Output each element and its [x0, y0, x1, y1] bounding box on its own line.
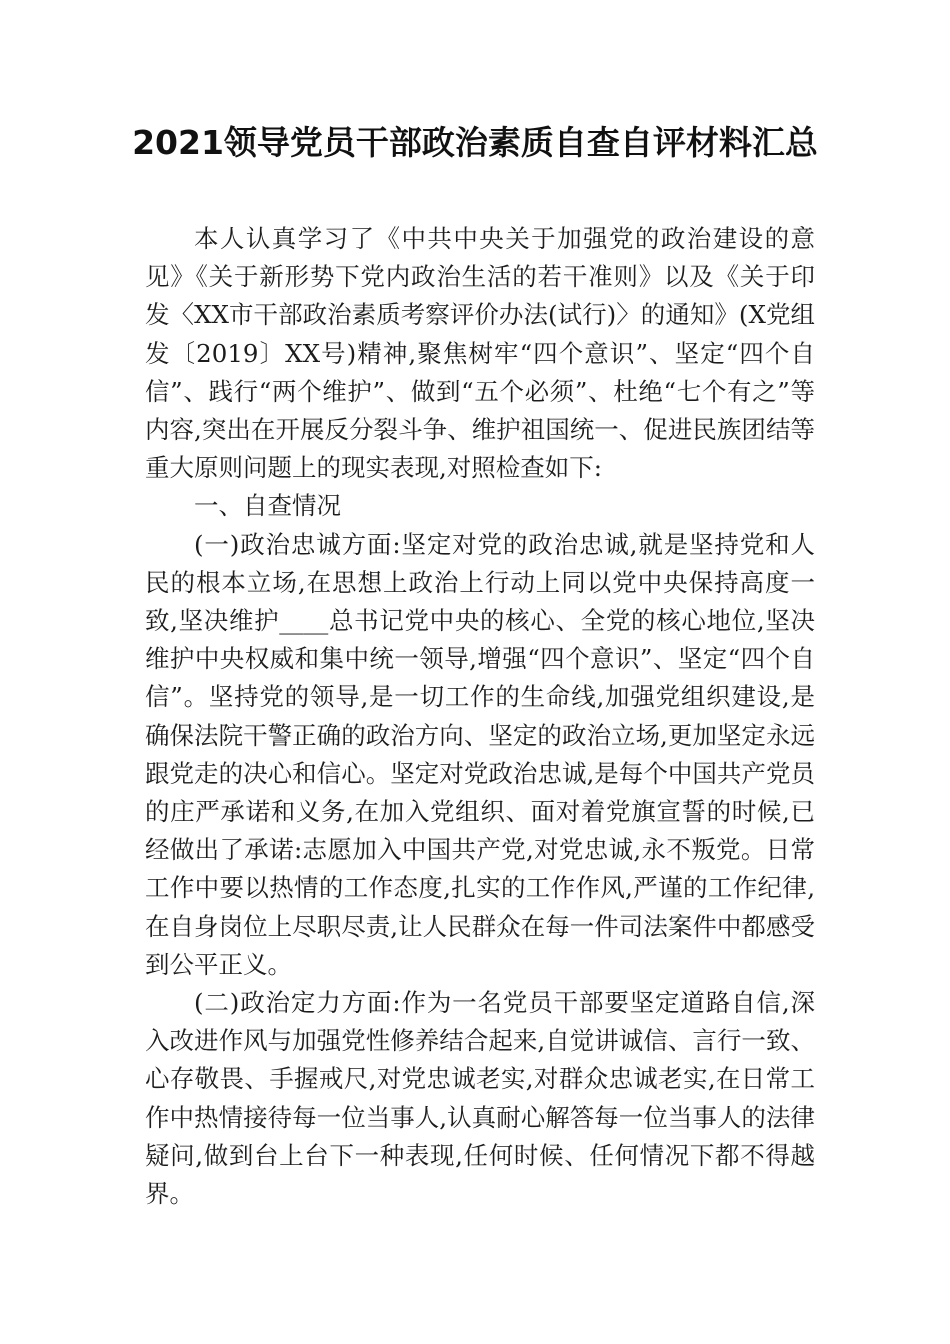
intro-paragraph: 本人认真学习了《中共中央关于加强党的政治建设的意见》《关于新形势下党内政治生活的若干准则》以及《关于印发〈XX市干部政治素质考察评价办法(试行)〉的通知》(X党组发〔2019〕XX号)精神,聚焦树牢“四个意识”、坚定“四个自信”、践行“两个维护”、做到“五个必须”、杜绝“七个有之”等内容,突出在开展反分裂斗争、维护祖国统一、促进民族团结等重大原则问题上的现实表现,对照检查如下:: [145, 224, 815, 483]
document-title: 2021领导党员干部政治素质自查自评材料汇总: [132, 123, 818, 162]
section-heading: 一、自查情况: [194, 491, 341, 521]
political-resolve-paragraph: (二)政治定力方面:作为一名党员干部要坚定道路自信,深入改进作风与加强党性修养结合起来,自觉讲诚信、言行一致、心存敬畏、手握戒尺,对党忠诚老实,对群众忠诚老实,在日常工作中热情接待每一位当事人,认真耐心解答每一位当事人的法律疑问,做到台上台下一种表现,任何时候、任何情况下都不得越界。: [145, 988, 815, 1209]
document-body: [145, 220, 815, 1213]
political-loyalty-paragraph: (一)政治忠诚方面:坚定对党的政治忠诚,就是坚持党和人民的根本立场,在思想上政治上行动上同以党中央保持高度一致,坚决维护____总书记党中央的核心、全党的核心地位,坚决维护中央权威和集中统一领导,增强“四个意识”、坚定“四个自信”。坚持党的领导,是一切工作的生命线,加强党组织建设,是确保法院干警正确的政治方向、坚定的政治立场,更加坚定永远跟党走的决心和信心。坚定对党政治忠诚,是每个中国共产党员的庄严承诺和义务,在加入党组织、面对着党旗宣誓的时候,已经做出了承诺:志愿加入中国共产党,对党忠诚,永不叛党。日常工作中要以热情的工作态度,扎实的工作作风,严谨的工作纪律,在自身岗位上尽职尽责,让人民群众在每一件司法案件中都感受到公平正义。: [145, 529, 815, 979]
